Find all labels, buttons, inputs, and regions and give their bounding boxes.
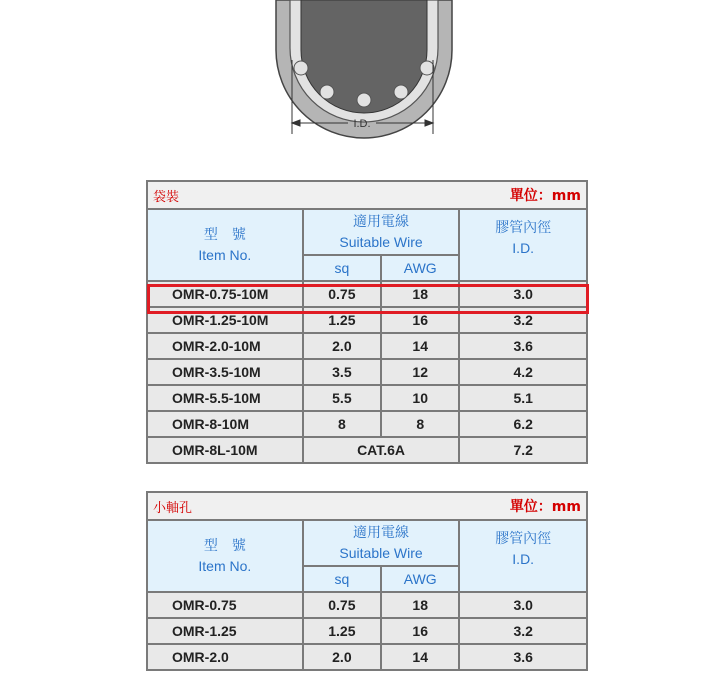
cell-model: OMR-1.25 bbox=[148, 619, 302, 643]
header-wire-en: Suitable Wire bbox=[339, 234, 423, 250]
id-dimension-label: I.D. bbox=[353, 118, 371, 130]
header-id-en: I.D. bbox=[512, 551, 535, 567]
header-item-en: Item No. bbox=[198, 247, 252, 263]
cell-id: 6.2 bbox=[460, 412, 586, 436]
cell-sq: 0.75 bbox=[304, 282, 380, 306]
table-title: 小軸孔 bbox=[153, 500, 193, 516]
table-row bbox=[148, 619, 586, 643]
header-awg: AWG bbox=[382, 256, 458, 280]
header-item-cn: 型 號 bbox=[203, 226, 246, 242]
cell-id: 3.6 bbox=[460, 334, 586, 358]
header-sq: sq bbox=[304, 256, 380, 280]
table-row bbox=[148, 308, 586, 332]
header-wire-en: Suitable Wire bbox=[339, 545, 423, 561]
header-wire-cn: 適用電線 bbox=[353, 524, 410, 540]
header-item-no bbox=[148, 521, 302, 591]
cell-awg: 18 bbox=[382, 282, 458, 306]
header-item-cn: 型 號 bbox=[203, 537, 246, 553]
table-row bbox=[148, 412, 586, 436]
cell-wire-type: CAT.6A bbox=[304, 438, 459, 462]
spec-table-small-shaft bbox=[146, 491, 588, 671]
table-title: 袋裝 bbox=[153, 189, 180, 205]
cell-model: OMR-8-10M bbox=[148, 412, 302, 436]
cell-sq: 1.25 bbox=[304, 308, 380, 332]
cell-awg: 16 bbox=[382, 308, 458, 332]
header-suitable-wire bbox=[304, 210, 459, 254]
cell-awg: 8 bbox=[382, 412, 458, 436]
cell-id: 4.2 bbox=[460, 360, 586, 384]
cell-id: 3.0 bbox=[460, 593, 586, 617]
cell-model: OMR-2.0-10M bbox=[148, 334, 302, 358]
cell-sq: 5.5 bbox=[304, 386, 380, 410]
table-row bbox=[148, 593, 586, 617]
cell-sq: 1.25 bbox=[304, 619, 380, 643]
unit-label: 單位：mm bbox=[509, 188, 581, 204]
cell-id: 7.2 bbox=[460, 438, 586, 462]
cell-sq: 2.0 bbox=[304, 645, 380, 669]
header-suitable-wire bbox=[304, 521, 459, 565]
table-row bbox=[148, 360, 586, 384]
cell-id: 5.1 bbox=[460, 386, 586, 410]
table-title-bar bbox=[148, 182, 586, 208]
cell-awg: 18 bbox=[382, 593, 458, 617]
table-row bbox=[148, 334, 586, 358]
cell-awg: 12 bbox=[382, 360, 458, 384]
header-item-en: Item No. bbox=[198, 558, 252, 574]
cell-awg: 10 bbox=[382, 386, 458, 410]
table-row bbox=[148, 438, 586, 462]
header-item-no bbox=[148, 210, 302, 280]
cell-sq: 0.75 bbox=[304, 593, 380, 617]
cell-sq: 2.0 bbox=[304, 334, 380, 358]
cell-model: OMR-3.5-10M bbox=[148, 360, 302, 384]
tube-cross-section-diagram bbox=[0, 0, 727, 160]
cell-awg: 14 bbox=[382, 645, 458, 669]
cell-awg: 16 bbox=[382, 619, 458, 643]
cell-awg: 14 bbox=[382, 334, 458, 358]
header-inner-diameter bbox=[460, 210, 586, 280]
spec-table-bagged bbox=[146, 180, 588, 464]
cell-id: 3.6 bbox=[460, 645, 586, 669]
cell-id: 3.2 bbox=[460, 619, 586, 643]
cell-model: OMR-5.5-10M bbox=[148, 386, 302, 410]
header-awg: AWG bbox=[382, 567, 458, 591]
cell-model: OMR-0.75-10M bbox=[148, 282, 302, 306]
unit-label: 單位：mm bbox=[509, 499, 581, 515]
cell-model: OMR-2.0 bbox=[148, 645, 302, 669]
cell-sq: 8 bbox=[304, 412, 380, 436]
header-id-en: I.D. bbox=[512, 240, 535, 256]
header-sq: sq bbox=[304, 567, 380, 591]
cell-id: 3.2 bbox=[460, 308, 586, 332]
header-inner-diameter bbox=[460, 521, 586, 591]
cell-model: OMR-0.75 bbox=[148, 593, 302, 617]
cell-id: 3.0 bbox=[460, 282, 586, 306]
table-row bbox=[148, 282, 586, 306]
table-title-bar bbox=[148, 493, 586, 519]
table-row bbox=[148, 645, 586, 669]
cell-model: OMR-8L-10M bbox=[148, 438, 302, 462]
cell-sq: 3.5 bbox=[304, 360, 380, 384]
table-row bbox=[148, 386, 586, 410]
header-id-cn: 膠管內徑 bbox=[495, 530, 552, 546]
header-wire-cn: 適用電線 bbox=[353, 213, 410, 229]
header-id-cn: 膠管內徑 bbox=[495, 219, 552, 235]
cell-model: OMR-1.25-10M bbox=[148, 308, 302, 332]
